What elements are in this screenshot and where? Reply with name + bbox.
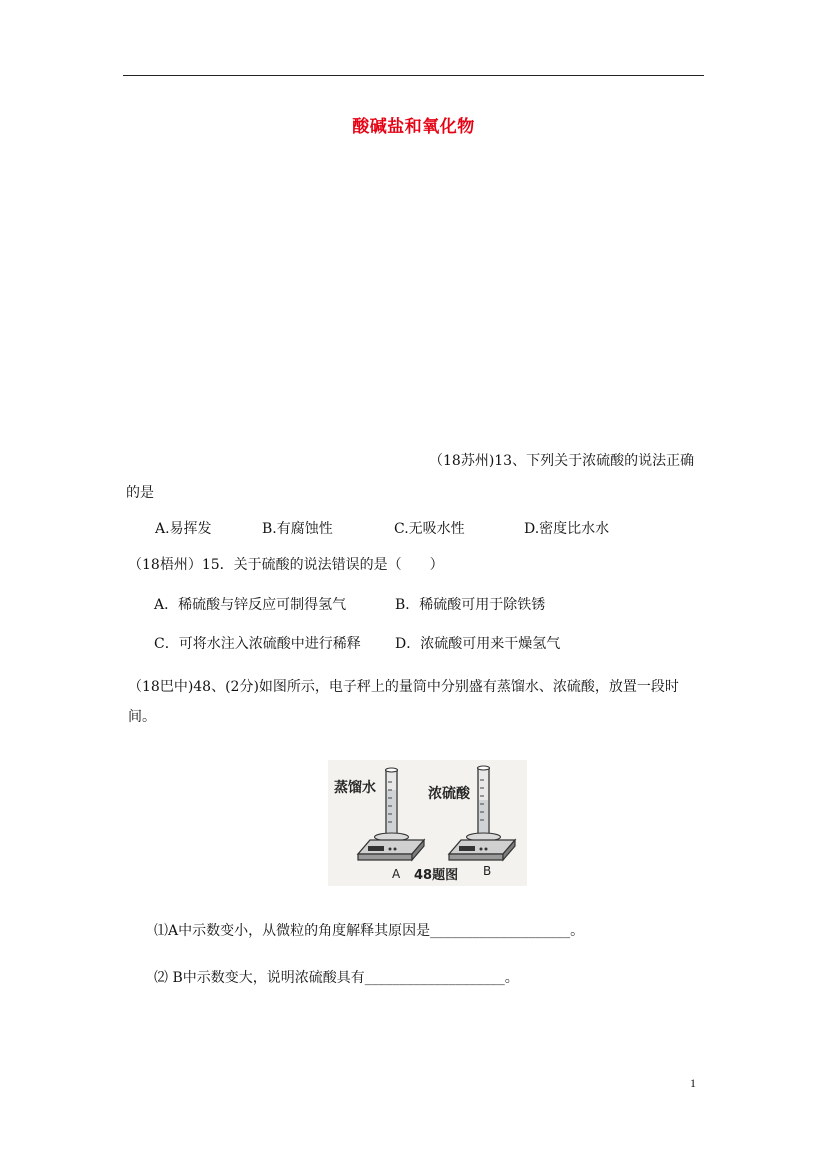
header-rule [123, 75, 704, 76]
display-b [459, 846, 475, 851]
q13-stem-line1: （18苏州)13、下列关于浓硫酸的说法正确 [429, 453, 695, 469]
q48-stem-line2: 间。 [128, 709, 156, 725]
scale-b [449, 766, 515, 860]
document-title: 酸碱盐和氧化物 [352, 117, 475, 137]
q15-option-c: C．可将水注入浓硫酸中进行稀释 [154, 636, 361, 652]
q13-option-a: A.易挥发 [155, 521, 212, 537]
q48-sub2: ⑵ B中示数变大，说明浓硫酸具有____________________。 [154, 970, 519, 986]
q15-stem: （18梧州）15．关于硫酸的说法错误的是（ ） [128, 557, 444, 573]
scale-cylinder-illustration [328, 760, 527, 886]
q13-stem-line2: 的是 [126, 485, 154, 501]
cylinder-b-liquid [479, 800, 488, 835]
q13-option-b: B.有腐蚀性 [262, 521, 333, 537]
cylinder-a-liquid [387, 790, 396, 835]
label-distilled-water: 蒸馏水 [334, 780, 376, 796]
label-b: B [483, 864, 492, 878]
q48-figure [328, 760, 527, 886]
page-number: 1 [690, 1076, 696, 1090]
q15-option-a: A．稀硫酸与锌反应可制得氢气 [154, 597, 347, 613]
label-concentrated-sulfuric-acid: 浓硫酸 [428, 786, 470, 802]
q15-option-b: B．稀硫酸可用于除铁锈 [395, 597, 546, 613]
q15-option-d: D．浓硫酸可用来干燥氢气 [395, 636, 561, 652]
label-a: A [392, 867, 401, 881]
display-a [368, 846, 384, 851]
q13-option-d: D.密度比水水 [524, 521, 610, 537]
q13-option-c: C.无吸水性 [394, 521, 465, 537]
q48-sub1: ⑴A中示数变小，从微粒的角度解释其原因是____________________。 [154, 923, 585, 939]
figure-caption: 48题图 [414, 868, 459, 883]
q48-stem-line1: （18巴中)48、(2分)如图所示，电子秤上的量筒中分别盛有蒸馏水、浓硫酸，放置一段时 [128, 679, 679, 695]
